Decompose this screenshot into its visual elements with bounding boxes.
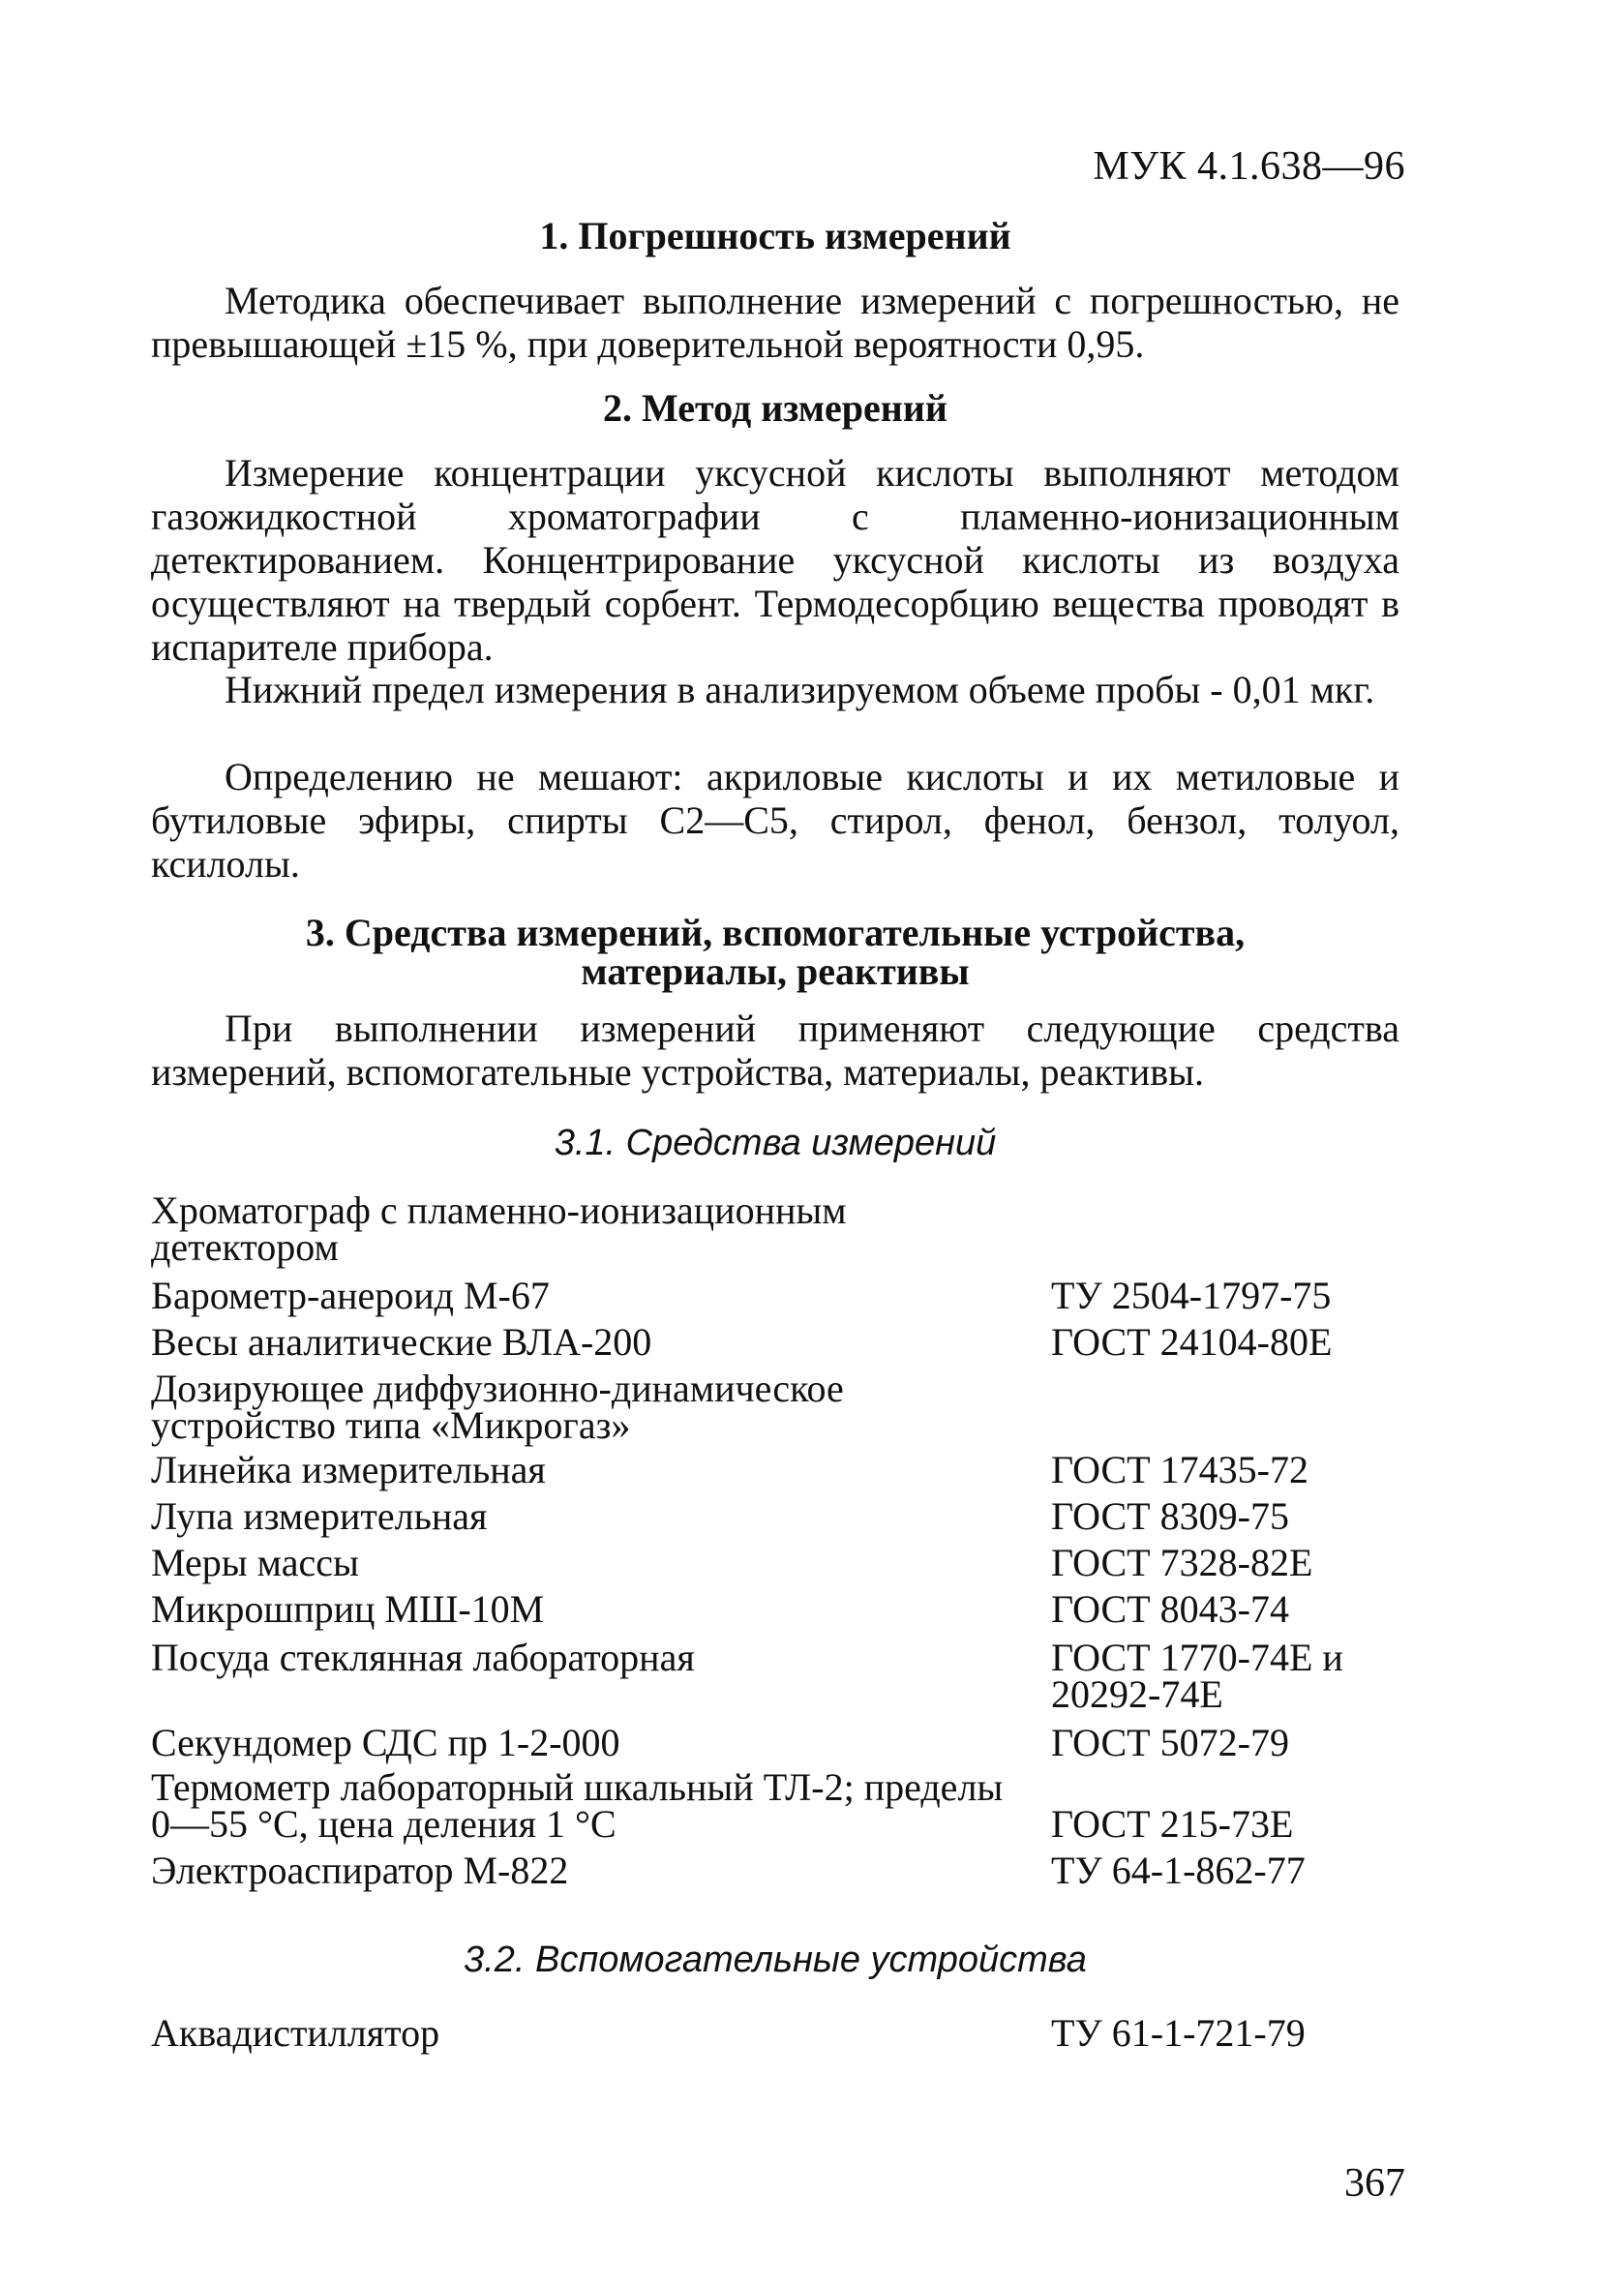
section-2-paragraph-1: Измерение концентрации уксусной кислоты выполняют методом газожидкостной хроматографии с пламенно-ионизационным детектированием. Концентрирование уксусной кислоты из воздуха осуществляют на твердый сорбент. Термодесорбцию вещества проводят в испарителе прибора. <box>151 451 1399 669</box>
section-3-title-line-1: 3. Средства измерений, вспомогательные устройства, <box>305 911 1246 954</box>
page-number: 367 <box>1344 2161 1405 2206</box>
equipment-standard: ТУ 64-1-862-77 <box>1051 1849 1306 1892</box>
subsection-3-2-title: 3.2. Вспомогательные устройства <box>464 1940 1087 1980</box>
equipment-name: Микрошприц МШ-10М <box>151 1587 545 1631</box>
section-1-title: 1. Погрешность измерений <box>539 214 1011 257</box>
section-3-title-line-2: материалы, реактивы <box>581 949 970 993</box>
equipment-standard: ГОСТ 7328-82Е <box>1051 1541 1313 1584</box>
equipment-name: Лупа измерительная <box>151 1494 488 1538</box>
section-1-text: Методика обеспечивает выполнение измерений с погрешностью, не превышающей ±15 %, при доверительной вероятности 0,95. <box>151 279 1399 366</box>
subsection-3-1-title: 3.1. Средства измерений <box>554 1123 997 1163</box>
equipment-name: Меры массы <box>151 1541 359 1584</box>
document-code: МУК 4.1.638—96 <box>1093 144 1405 189</box>
equipment-name: Хроматограф с пламенно-ионизационным детектором <box>151 1188 847 1269</box>
section-2-paragraph-2: Нижний предел измерения в анализируемом объеме пробы - 0,01 мкг. <box>225 668 1375 711</box>
equipment-standard: ГОСТ 1770-74Е и 20292-74Е <box>1051 1636 1343 1716</box>
equipment-standard: ГОСТ 8309-75 <box>1051 1494 1289 1538</box>
equipment-standard: ГОСТ 8043-74 <box>1051 1587 1289 1631</box>
equipment-name: Секундомер СДС пр 1-2-000 <box>151 1721 620 1764</box>
equipment-standard: ТУ 2504-1797-75 <box>1051 1274 1332 1317</box>
equipment-name: Электроаспиратор М-822 <box>151 1849 569 1892</box>
equipment-name: Барометр-анероид М-67 <box>151 1274 550 1317</box>
equipment-name: Линейка измерительная <box>151 1448 546 1491</box>
equipment-standard: ГОСТ 5072-79 <box>1051 1721 1289 1764</box>
equipment-standard: ГОСТ 215-73Е <box>1051 1802 1294 1846</box>
section-3-text: При выполнении измерений применяют следующие средства измерений, вспомогательные устройства, материалы, реактивы. <box>151 1007 1399 1094</box>
equipment-name: Термометр лабораторный шкальный ТЛ-2; пределы 0—55 °С, цена деления 1 °С <box>151 1765 1004 1846</box>
equipment-standard: ГОСТ 24104-80Е <box>1051 1320 1333 1364</box>
equipment-name: Аквадистиллятор <box>151 2011 440 2055</box>
equipment-name: Весы аналитические ВЛА-200 <box>151 1320 652 1364</box>
equipment-name: Дозирующее диффузионно-динамическое устройство типа «Микрогаз» <box>151 1367 844 1447</box>
equipment-standard: ТУ 61-1-721-79 <box>1051 2011 1306 2055</box>
section-2-paragraph-3: Определению не мешают: акриловые кислоты и их метиловые и бутиловые эфиры, спирты C2—C5, стирол, фенол, бензол, толуол, ксилолы. <box>151 755 1399 886</box>
equipment-name: Посуда стеклянная лабораторная <box>151 1636 695 1679</box>
section-2-title: 2. Метод измерений <box>603 386 947 430</box>
equipment-standard: ГОСТ 17435-72 <box>1051 1448 1308 1491</box>
